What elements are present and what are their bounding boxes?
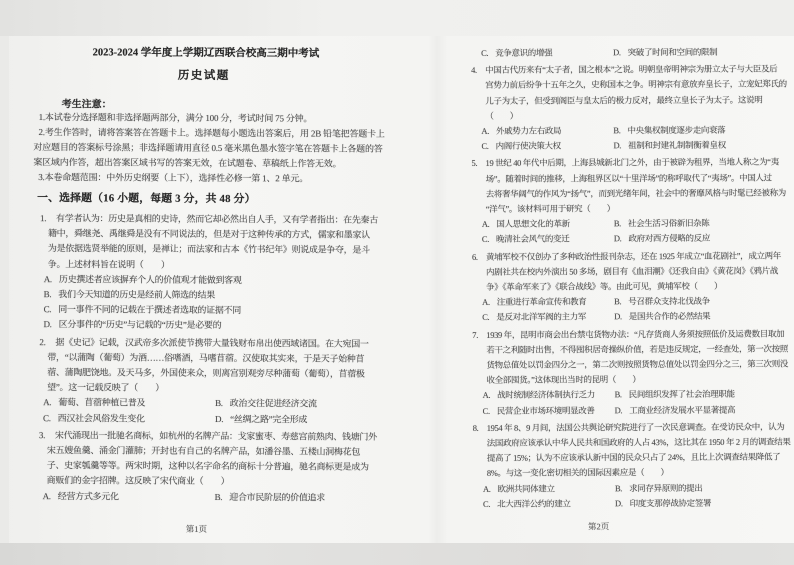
question-line: 8%。与这一变化密切相关的国际因素应是（ ）	[486, 467, 669, 479]
option-text: 中央集权制度逐步走向衰落	[627, 124, 726, 136]
question-line: 提高了 15%；认为不应该承认新中国的民众只占了 24%，且比上次调查结果降低了	[486, 451, 781, 464]
option-row	[455, 495, 792, 512]
option-text: 民间组织发挥了社会治理职能	[628, 389, 735, 400]
question	[26, 335, 424, 428]
option-label: C.	[483, 498, 491, 509]
option-text: 政治交往促进经济交流	[229, 398, 317, 409]
option	[44, 272, 242, 288]
option-text: “丝绸之路”完全形成	[230, 413, 308, 425]
option	[613, 138, 725, 154]
option-label: D.	[43, 319, 52, 330]
option-row	[26, 411, 424, 428]
notice-line: 3.本卷命题范围：中外历史纲要（上下），选择性必修一第 1、2 单元。	[38, 172, 309, 184]
question-line: 带，“以蒲陶（葡萄）为酒……俗嗜酒，马嗜苜蓿。汉使取其实来，于是天子始种苜	[47, 351, 365, 364]
option-row	[26, 489, 424, 506]
option-label: A.	[482, 390, 491, 401]
exam-title: 2023-2024 学年度上学期辽西联合校高三期中考试	[92, 47, 320, 60]
option-row	[454, 231, 791, 248]
option	[615, 387, 735, 403]
notice-line: 1.本试卷分选择题和非选择题两部分，满分 100 分，考试时间 75 分钟。	[38, 112, 313, 124]
option	[215, 490, 325, 506]
question-text: 1954 年 8、9 月间，法国公共舆论研究院进行了一次民意调查。在受访民众中，认为	[486, 421, 785, 433]
option-label: A.	[42, 490, 51, 501]
option-text: 迎合市民阶层的价值追求	[229, 491, 325, 503]
option-text: 晚清社会风气的变迁	[495, 233, 570, 245]
scan-margin-top	[0, 0, 794, 36]
option	[43, 396, 215, 412]
option	[215, 396, 317, 412]
question-line	[455, 419, 792, 436]
option-text: 是反对北洋军阀的主力军	[496, 311, 587, 323]
question	[26, 211, 425, 335]
option	[481, 45, 613, 61]
option-label: A.	[43, 397, 52, 408]
question-text: 据《史记》记载，汉武帝多次派使节携带大量钱财布帛出使西域诸国。在大宛国一	[55, 336, 369, 349]
exam-page-2	[453, 37, 792, 534]
option	[483, 496, 615, 512]
option	[613, 123, 725, 139]
notice-line: 对应题目的答案标号涂黑；非选择题请用直径 0.5 毫米黑色墨水签字笔在答题卡上各题的答	[33, 142, 383, 154]
option-label: B.	[614, 482, 623, 493]
option-text: 经营方式多元化	[57, 490, 119, 502]
question-line	[454, 326, 791, 343]
notice-line: 2.考生作答时，请将答案答在答题卡上。选择题每小题选出答案后，用 2B 铅笔把答题卡上	[38, 127, 385, 139]
option-label: C.	[481, 234, 490, 245]
section-heading: 一、选择题（16 小题，每题 3 分，共 48 分）	[37, 192, 256, 206]
option-text: 国人思想文化的革新	[496, 218, 570, 230]
option-label: C.	[43, 304, 52, 315]
question-text: 1939 年，昆明市商会出台禁屯货物办法：“凡存货商人务须按照低价及运费数目取加	[486, 328, 785, 340]
option	[613, 45, 717, 61]
option-text: 社会生活习俗新旧杂陈	[627, 218, 710, 229]
option	[481, 123, 613, 139]
option	[614, 294, 710, 310]
option-label: B.	[214, 491, 223, 502]
option	[482, 310, 614, 326]
question	[454, 326, 791, 419]
question-line: 收全部囤货。”这体现出当时的昆明（ ）	[486, 374, 641, 386]
option-row	[455, 402, 792, 419]
option	[43, 318, 221, 334]
option-text: 西汉社会风俗发生变化	[57, 412, 145, 424]
question-list	[26, 211, 426, 506]
option-label: B.	[614, 296, 622, 307]
question-number: 2.	[39, 336, 46, 347]
notice-line: 案区域内作答，超出答案区域书写的答案无效，在试题卷、草稿纸上作答无效。	[33, 157, 342, 169]
option-row	[454, 216, 791, 233]
option-label: D.	[613, 47, 621, 58]
option-text: 内阁行使决策大权	[495, 140, 561, 152]
option-text: 战时统制经济体制执行乏力	[497, 389, 595, 401]
option-label: C.	[42, 412, 51, 423]
exam-page-1	[25, 38, 426, 536]
question	[454, 155, 791, 248]
question	[26, 428, 424, 506]
question-line: 宫势力前后纷争十五年之久，史称国本之争。明神宗有意放弃皇长子，立宠妃郑氏的	[485, 78, 787, 91]
question-line: 若干之利随时出售，不得囤积居奇操纵价值，若是违反规定，一经查处，第一次按照	[486, 343, 788, 355]
page-footer: 第1页	[185, 523, 208, 534]
exam-subtitle: 历史试题	[177, 69, 230, 83]
question-number: 5.	[471, 158, 478, 169]
option-text: 北大西洋公约的建立	[497, 498, 571, 509]
option	[483, 481, 615, 497]
option-text: 政府对西方侵略的反应	[628, 233, 710, 244]
question-line: 商贩们的金字招牌。这反映了宋代商业（ ）	[46, 475, 230, 487]
question-line: 争》《革命军来了》《联合战线》等。由此可见，黄埔军校（ ）	[486, 280, 723, 292]
question-text: 有学者认为：历史是真相的史诗，然而它却必然出自人手，又有学者指出：在先秦古	[56, 213, 378, 225]
question-number: 6.	[471, 251, 478, 262]
option-text: 民营企业市场环境明显改善	[496, 405, 595, 416]
option-label: A.	[481, 125, 490, 136]
question-line: 宋五嫂鱼羹、涌金门灌肺；开封也有自己的名牌产品，如潘谷墨、五楼山洞梅花包	[46, 445, 361, 457]
question-number: 8.	[472, 422, 479, 433]
question-text: 宋代涌现出一批驰名商标，如杭州的名牌产品：戈家蜜枣、寿慈宫前熟肉、钱塘门外	[54, 429, 377, 442]
question-text: 19 世纪 40 年代中后期，上海县城新北门之外，由于被辟为租界，当地人称之为“夷	[485, 157, 779, 169]
question-line	[454, 248, 791, 265]
question-text: 黄埔军校不仅创办了多种政治性报刊杂志，还在 1925 年成立“血花剧社”，成立两年	[485, 250, 781, 262]
option	[482, 217, 614, 233]
option-label: C.	[481, 141, 489, 152]
option-row	[453, 45, 790, 62]
question-line: 场”。随着时间的推移，上海租界区以“十里洋场”的称呼取代了“夷场”。中国人过	[485, 172, 772, 184]
question-number: 1.	[40, 213, 47, 224]
option	[482, 232, 614, 248]
option	[615, 481, 703, 497]
option	[614, 216, 710, 232]
option-text: 注重进行革命宣传和教育	[496, 296, 587, 308]
option-label: B.	[613, 125, 621, 136]
question-line	[453, 62, 790, 79]
question	[453, 62, 790, 155]
option	[614, 231, 710, 247]
option-text: 竞争意识的增强	[495, 47, 553, 58]
option-text: 区分事件的“历史”与记载的“历史”是必要的	[58, 319, 222, 331]
option-label: D.	[613, 140, 622, 151]
option	[483, 388, 615, 404]
option-label: C.	[481, 47, 489, 58]
option	[481, 139, 613, 155]
question-line: 内剧社共在校内外演出 50 多场，剧目有《血泪潮》《还我自由》《黄花岗》《鸦片战	[485, 265, 779, 277]
question-line: 去将奢华阔气的作风为“扬气”，而到光绪年间，社会中的奢靡风格与时髦已经被称为	[485, 187, 786, 199]
option-text: 欧洲共同体建立	[497, 483, 555, 494]
notice-list	[27, 110, 425, 187]
option-label: B.	[613, 218, 621, 229]
option-row	[453, 123, 790, 140]
option-text: 突破了时间和空间的限制	[627, 46, 718, 58]
question-list	[453, 62, 792, 512]
option-text: 求同存异原则的提出	[629, 482, 703, 493]
option-label: D.	[615, 498, 623, 509]
option	[43, 411, 215, 427]
option-row	[453, 138, 790, 155]
option-text: 印度支那停战协定签署	[629, 497, 712, 509]
option-text: 号召群众支持北伐战争	[628, 296, 710, 307]
option-label: A.	[43, 273, 52, 284]
option	[44, 287, 215, 303]
option-label: D.	[214, 413, 224, 424]
option-label: C.	[482, 312, 490, 323]
option	[614, 309, 710, 325]
question-line: 法国政府应该承认中华人民共和国政府的人占 43%，这比其在 1950 年 2 月的调查结果	[486, 436, 791, 448]
option-label: A.	[482, 297, 490, 308]
option	[483, 403, 615, 419]
question-line: 籍中，舜继尧、禹继舜是没有不同说法的，但是对于这种传承的方式，儒家和墨家认	[47, 228, 370, 240]
notice-heading: 考生注意：	[61, 99, 112, 111]
question-line: 争。上述材料旨在说明（ ）	[47, 258, 170, 270]
question-number: 3.	[38, 429, 46, 440]
question-line: 望”。这一记载反映了（ ）	[47, 382, 164, 393]
page-footer: 第2页	[587, 521, 610, 532]
option-text: 葡萄、苜蓿种植已普及	[58, 397, 146, 409]
option-row	[454, 294, 791, 311]
option-row	[455, 387, 792, 404]
option-label: B.	[215, 398, 223, 409]
option-label: B.	[614, 389, 622, 400]
question-line	[454, 155, 791, 172]
question	[454, 248, 791, 325]
option-text: 外戚势力左右政局	[495, 125, 562, 136]
option-row	[454, 309, 791, 326]
option-label: D.	[613, 233, 622, 244]
question-number: 7.	[472, 329, 479, 340]
question-line: 为是依据选贤举能的原则，是禅让；而法家和古本《竹书纪年》则说成是争夺，是斗	[47, 243, 370, 256]
question-line: 蓿、蒲陶肥饶地。及天马多，外国使来众，则离宫别观旁尽种蒲萄（葡萄），苜蓿极	[47, 367, 365, 379]
option-label: D.	[614, 311, 622, 322]
question-line: “洋气”。该材料可用于研究（ ）	[485, 203, 615, 214]
option-text: 我们今天知道的历史是经前人筛选的结果	[58, 289, 215, 300]
option-text: 同一事件不同的记载在于撰述者选取的证据不同	[58, 304, 241, 316]
scan-margin-left	[0, 36, 9, 543]
option-text: 历史撰述者应该摒弃个人的价值观才能做到客观	[58, 273, 242, 285]
option-row	[455, 480, 792, 497]
option	[615, 496, 711, 512]
option-label: A.	[481, 219, 490, 230]
option	[215, 412, 307, 428]
option	[43, 489, 215, 505]
option-label: B.	[43, 289, 52, 300]
option-label: A.	[482, 483, 491, 494]
option-text: 工商业经济发展水平显著提高	[629, 404, 736, 415]
option-row	[26, 317, 424, 334]
question-line: 儿子为太子，但受到阁臣与皇太后的极力反对，最终立皇长子为太子。这说明	[485, 94, 763, 106]
question-line: （ ）	[485, 110, 518, 121]
option-text: 是国共合作的必然结果	[628, 311, 711, 322]
question-text: 中国古代历来有“太子者，国之根本”之说。明朝皇帝明神宗为册立太子与大臣及后	[485, 63, 778, 76]
option-label: D.	[614, 404, 623, 415]
question-line: 子、史家瓠羹等等。两宋时期，这种以名字命名的商标十分普遍，驰名商标更是成为	[46, 460, 369, 473]
option	[44, 302, 241, 318]
option	[615, 402, 736, 418]
scan-margin-bottom	[0, 543, 794, 565]
page-seam	[428, 36, 448, 543]
question	[455, 419, 792, 512]
carryover-options	[453, 45, 790, 62]
question-number: 4.	[471, 65, 477, 76]
option-label: C.	[482, 405, 490, 416]
option	[482, 295, 614, 311]
option-text: 祖制和封建礼制制衡着皇权	[628, 140, 726, 151]
question-line: 货物总值处以罚金四分之一，第二次则按照货物总值处以罚金四分之三，第三次则没	[486, 358, 789, 370]
